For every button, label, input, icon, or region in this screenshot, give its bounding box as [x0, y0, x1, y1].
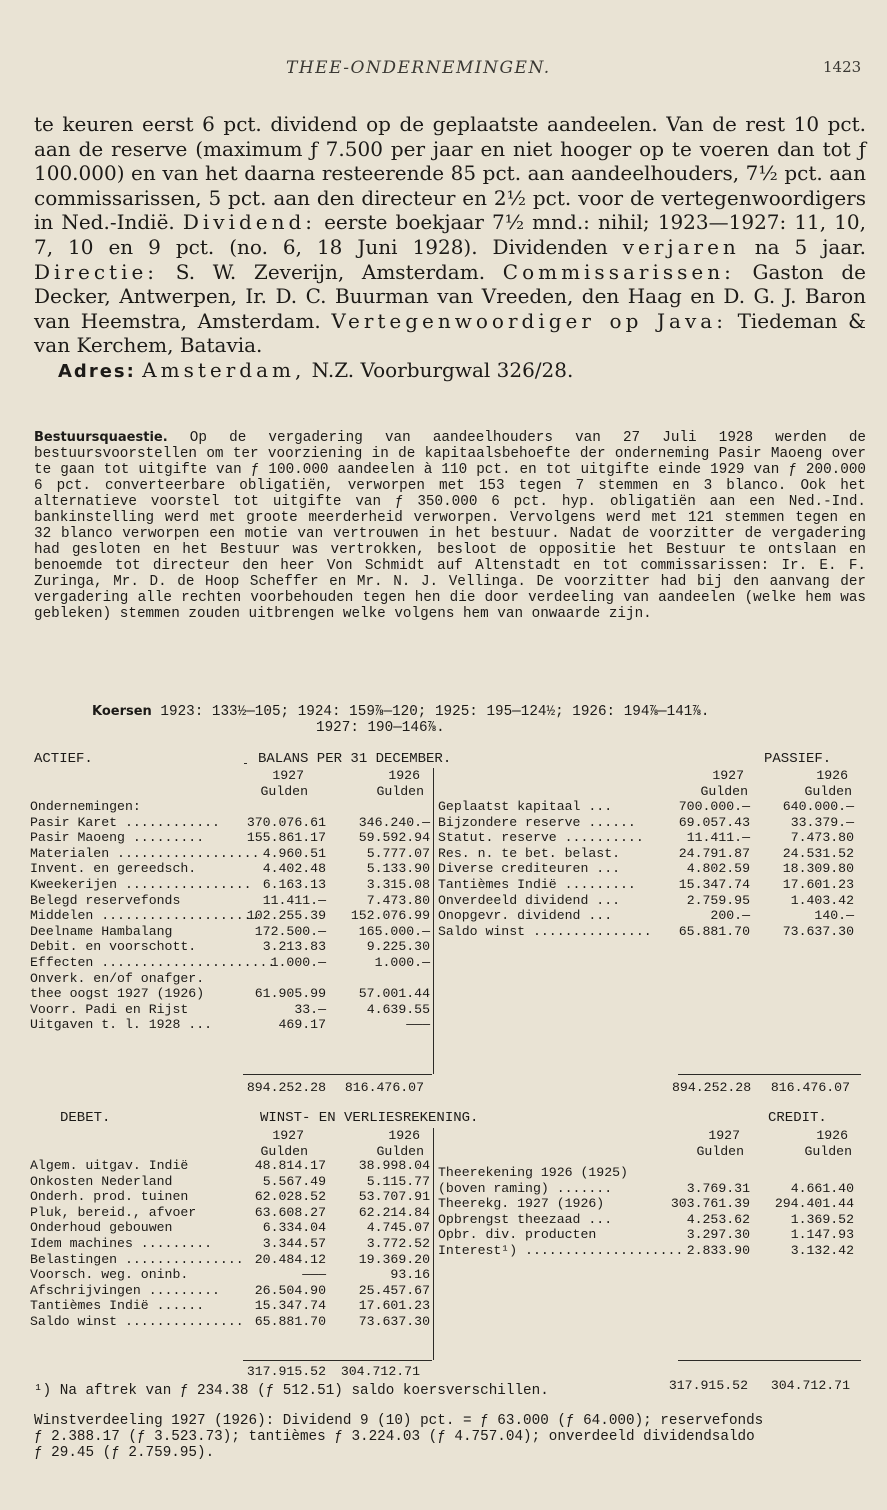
debet-row-value-1927: 65.881.70 [254, 1314, 326, 1329]
actief-row-value-1926: 57.001.44 [358, 986, 430, 1002]
debet-row-value-1926: 38.998.04 [358, 1158, 430, 1173]
passief-row-label: Diverse crediteuren ... [438, 861, 621, 877]
balans-total-1926-left: 816.476.07 [344, 1080, 424, 1095]
debet-row-value-1927: 15.347.74 [254, 1298, 326, 1314]
passief-row-value-1926: 73.637.30 [782, 923, 854, 939]
lead-text-5: Gaston de Decker, Antwerpen, Ir. D. C. Buurman van Vreeden, den Haag en D. G. J. Baron van Heemstra, Amsterdam. [34, 259, 867, 333]
credit-row-value-1927: 3.769.31 [686, 1180, 750, 1196]
balans-unit-1926-right: Gulden [804, 784, 852, 799]
actief-row-label: Materialen .................. [30, 845, 260, 861]
winst-title: WINST- EN VERLIESREKENING. [260, 1110, 479, 1126]
actief-row-value-1927: 4.960.51 [262, 845, 326, 861]
actief-row-value-1927: 11.411.— [262, 892, 326, 908]
debet-row-value-1926: 4.745.07 [366, 1220, 430, 1236]
actief-row-label: Uitgaven t. l. 1928 ... [30, 1017, 213, 1033]
credit-row-value-1927: 4.253.62 [686, 1211, 750, 1227]
balans-title: BALANS PER 31 DECEMBER. [258, 751, 452, 767]
page-number: 1423 [823, 58, 862, 76]
dividend-label: Dividend: [182, 210, 317, 235]
actief-row-value-1927: 6.163.13 [262, 877, 326, 892]
passief-row-value-1927: 11.411.— [686, 830, 750, 846]
actief-row-label: Deelname Hambalang [30, 923, 173, 939]
koersen-line-2: 1927: 190—146⅞. [316, 720, 445, 736]
winst-year-1927-left: 1927 [272, 1128, 304, 1143]
commissarissen-label: Commissarissen: [502, 259, 735, 284]
debet-row-value-1926: 62.214.84 [358, 1204, 430, 1220]
actief-row-label: Effecten ...................... [30, 955, 276, 970]
actief-row-label: Voorr. Padi en Rijst [30, 1001, 189, 1017]
winst-unit-1926-right: Gulden [804, 1144, 852, 1159]
actief-row-label: Middelen .................... [30, 908, 260, 924]
running-title: THEE-ONDERNEMINGEN. [286, 58, 551, 78]
balans-unit-1927-left: Gulden [260, 784, 308, 799]
lead-text-1: te keuren eerst 6 pct. dividend op de geplaatste aandeelen. Van de rest 10 pct. aan de reserve (maximum ƒ 7.500 per jaar en niet hooger op te voeren dan tot ƒ 100.000) en van het daarna resteerende 85 pct. aan aandeelhouders, 7½ pct. aan commissarissen, 5 pct. aan den directeur en 2½ pct. voor de vertegenwoordigers in Ned.-Indië. [34, 112, 866, 235]
koersen-values-1: 1923: 133½—105; 1924: 159⅞—120; 1925: 195—124½; 1926: 194⅞—141⅞. [160, 704, 710, 720]
actief-row-label: Kweekerijen ................ [30, 877, 252, 892]
debet-row-value-1927: 20.484.12 [254, 1251, 326, 1267]
passief-row-value-1927: 4.802.59 [686, 861, 750, 877]
winst-total-1926-right: 304.712.71 [770, 1378, 850, 1393]
debet-row-value-1926: 53.707.91 [358, 1189, 430, 1205]
passief-row-label: Res. n. te bet. belast. [438, 845, 621, 861]
credit-row-label: Opbr. div. producten [438, 1227, 597, 1243]
credit-row-value-1926: 294.401.44 [774, 1196, 854, 1212]
lead-text-4: S. W. Zeverijn, Amsterdam. [158, 259, 503, 284]
debet-row-value-1927: ——— [302, 1267, 326, 1283]
actief-row-value-1926: 59.592.94 [358, 830, 430, 846]
passief-row-label: Geplaatst kapitaal ... [438, 799, 613, 814]
winst-total-rule-left [243, 1360, 432, 1361]
actief-row-label: Onverk. en/of onafger. [30, 970, 205, 986]
debet-row-label: Voorsch. weg. oninb. [30, 1267, 189, 1283]
actief-row-value-1926: 5.133.90 [366, 861, 430, 877]
lead-text-3: na 5 jaar. [739, 234, 866, 259]
passief-row-value-1926: 140.— [814, 908, 854, 924]
credit-row-label: Interest¹) .................... [438, 1243, 684, 1258]
credit-row-value-1927: 3.297.30 [686, 1227, 750, 1243]
debet-row-label: Onkosten Nederland [30, 1173, 173, 1189]
credit-row-value-1926: 1.147.93 [790, 1227, 854, 1243]
passief-row-label: Statut. reserve .......... [438, 830, 644, 846]
actief-row-value-1927: 33.— [294, 1001, 326, 1017]
debet-row-label: Onderhoud gebouwen [30, 1220, 173, 1236]
balans-unit-1926-left: Gulden [376, 784, 424, 799]
passief-row-value-1926: 17.601.23 [782, 877, 854, 892]
debet-row-value-1926: 93.16 [390, 1267, 430, 1283]
credit-row-value-1927: 303.761.39 [670, 1196, 750, 1212]
actief-row-label: Invent. en gereedsch. [30, 861, 197, 877]
actief-row-label: Pasir Maoeng ......... [30, 830, 205, 846]
actief-row-value-1927: 3.213.83 [262, 939, 326, 955]
actief-row-value-1927: 4.402.48 [262, 861, 326, 877]
debet-row-value-1926: 17.601.23 [358, 1298, 430, 1314]
credit-row-label: (boven raming) ....... [438, 1180, 613, 1196]
passief-row-label: Saldo winst ............... [438, 923, 652, 939]
adres-label: Adres: [58, 360, 136, 382]
passief-row-value-1926: 7.473.80 [790, 830, 854, 846]
balans-total-rule-left [243, 1074, 432, 1075]
passief-row-value-1927: 200.— [710, 908, 750, 924]
winstverdeeling-line-3: ƒ 29.45 (ƒ 2.759.95). [34, 1445, 215, 1461]
actief-row-label: Debit. en voorschott. [30, 939, 197, 955]
lead-text-6: Tiedeman & van Kerchem, Batavia. [34, 308, 866, 358]
adres-street: N.Z. Voorburgwal 326/28. [305, 357, 574, 382]
actief-row-value-1926: 165.000.— [358, 923, 430, 939]
bestuursquaestie-text: Op de vergadering van aandeelhouders van 27 Juli 1928 werden de bestuursvoorstellen om ter voorziening in de kapitaalsbehoefte der onderneming Pasir Maoeng over te gaan tot uitgifte van ƒ 100.000 aandeelen à 110 pct. en tot uitgifte einde 1929 van ƒ 200.000 6 pct. converteerbare obligatiën, verworpen met 153 tegen 7 stemmen en 3 blanco. Ook het alternatieve voorstel tot uitgifte van ƒ 350.000 6 pct. hyp. obligatiën aan een Ned.-Ind. bankinstelling werd met groote meerderheid verworpen. Vervolgens werd met 121 stemmen tegen en 32 blanco verworpen een motie van vertrouwen in het bestuur. Nadat de voorzitter de vergadering had gesloten en het Bestuur was vertrokken, besloot de oppositie het Bestuur te ontslaan en benoemde tot directeur den heer Von Schmidt auf Altenstadt en tot commissarissen: Ir. E. F. Zuringa, Mr. D. de Hoop Scheffer en Mr. N. J. Vellinga. De voorzitter had bij den aanvang der vergadering alle rechten voorbehouden tegen hen die door verdeeling van aandeelen (welke hem was gebleken) stemmen zouden uitbrengen welke volgens hem van onwaarde zijn. [34, 430, 866, 622]
credit-row-label: Opbrengst theezaad ... [438, 1211, 613, 1227]
debet-row-value-1927: 3.344.57 [262, 1236, 326, 1251]
debet-row-value-1926: 19.369.20 [358, 1251, 430, 1267]
actief-row-value-1926: ——— [406, 1017, 430, 1033]
winst-year-1926-left: 1926 [388, 1128, 420, 1143]
debet-row-value-1926: 5.115.77 [366, 1173, 430, 1189]
debet-row-value-1926: 25.457.67 [358, 1282, 430, 1298]
debet-row-label: Saldo winst ............... [30, 1314, 244, 1329]
debet-row-value-1927: 48.814.17 [254, 1158, 326, 1173]
debet-row-value-1927: 5.567.49 [262, 1173, 326, 1189]
actief-row-value-1926: 7.473.80 [366, 892, 430, 908]
credit-row-value-1927: 2.833.90 [686, 1243, 750, 1258]
balans-total-1927-left: 894.252.28 [246, 1080, 326, 1095]
credit-row-label: Theerekening 1926 (1925) [438, 1165, 628, 1180]
debet-row-label: Afschrijvingen ......... [30, 1282, 220, 1298]
actief-row-value-1926: 5.777.07 [366, 845, 430, 861]
actief-row-label: thee oogst 1927 (1926) [30, 986, 205, 1002]
debet-row-value-1926: 3.772.52 [366, 1236, 430, 1251]
credit-row-value-1926: 4.661.40 [790, 1180, 854, 1196]
winst-unit-1926-left: Gulden [376, 1144, 424, 1159]
winst-total-rule-right [678, 1360, 861, 1361]
passief-row-label: Onverdeeld dividend ... [438, 892, 621, 908]
actief-row-value-1926: 152.076.99 [350, 908, 430, 924]
actief-row-value-1927: 155.861.17 [246, 830, 326, 846]
winst-total-1926-left: 304.712.71 [340, 1364, 420, 1379]
balans-total-1926-right: 816.476.07 [770, 1080, 850, 1095]
balans-unit-1927-right: Gulden [700, 784, 748, 799]
winst-unit-1927-left: Gulden [260, 1144, 308, 1159]
debet-row-label: Tantièmes Indië ...... [30, 1298, 205, 1314]
balans-total-rule-right [678, 1074, 861, 1075]
debet-row-value-1927: 6.334.04 [262, 1220, 326, 1236]
passief-row-label: Onopgevr. dividend ... [438, 908, 613, 924]
passief-row-value-1927: 24.791.87 [678, 845, 750, 861]
balans-passief-caption: PASSIEF. [764, 751, 832, 767]
debet-row-label: Algem. uitgav. Indië [30, 1158, 189, 1173]
actief-row-label: Ondernemingen: [30, 799, 141, 814]
footnote: ¹) Na aftrek van ƒ 234.38 (ƒ 512.51) saldo koersverschillen. [34, 1383, 549, 1399]
winst-year-1927-right: 1927 [708, 1128, 740, 1143]
credit-row-label: Theerekg. 1927 (1926) [438, 1196, 605, 1212]
credit-row-value-1926: 3.132.42 [790, 1243, 854, 1258]
balans-year-1927-right: 1927 [712, 768, 744, 783]
passief-row-value-1926: 24.531.52 [782, 845, 854, 861]
actief-row-value-1927: 469.17 [278, 1017, 326, 1033]
debet-row-value-1926: 73.637.30 [358, 1314, 430, 1329]
passief-row-value-1926: 33.379.— [790, 814, 854, 830]
verjaren-label: verjaren [622, 234, 740, 259]
balans-year-1926-right: 1926 [816, 768, 848, 783]
winst-year-1926-right: 1926 [816, 1128, 848, 1143]
credit-row-value-1926: 1.369.52 [790, 1211, 854, 1227]
debet-row-value-1927: 62.028.52 [254, 1189, 326, 1205]
actief-row-value-1926: 4.639.55 [366, 1001, 430, 1017]
actief-row-value-1926: 3.315.08 [366, 877, 430, 892]
koersen-label: Koersen [92, 704, 152, 719]
actief-row-value-1926: 1.000.— [374, 955, 430, 970]
passief-row-value-1927: 65.881.70 [678, 923, 750, 939]
debet-row-label: Belastingen ............... [30, 1251, 244, 1267]
bestuursquaestie-heading: Bestuursquaestie. [34, 430, 168, 445]
passief-row-value-1926: 18.309.80 [782, 861, 854, 877]
debet-row-value-1927: 63.608.27 [254, 1204, 326, 1220]
passief-row-label: Tantièmes Indië ......... [438, 877, 636, 892]
adres-city: Amsterdam, [142, 357, 306, 382]
actief-row-value-1927: 102.255.39 [246, 908, 326, 924]
actief-row-label: Pasir Karet ............ [30, 814, 220, 830]
winst-divider [433, 1128, 434, 1360]
balans-year-1926-left: 1926 [388, 768, 420, 783]
winst-credit-caption: CREDIT. [768, 1110, 827, 1126]
vertegenwoordiger-label: Vertegenwoordiger op Java: [331, 308, 727, 333]
balans-actief-caption: ACTIEF. [34, 751, 93, 767]
winst-debet-caption: DEBET. [60, 1110, 111, 1126]
actief-row-value-1927: 61.905.99 [254, 986, 326, 1002]
debet-row-label: Onderh. prod. tuinen [30, 1189, 189, 1205]
balans-divider [433, 768, 434, 1074]
balans-year-1927-left: 1927 [272, 768, 304, 783]
winstverdeeling-line-1: Winstverdeeling 1927 (1926): Dividend 9 (10) pct. = ƒ 63.000 (ƒ 64.000); reservefonds [34, 1413, 764, 1429]
actief-row-value-1927: 370.076.61 [246, 814, 326, 830]
winst-total-1927-right: 317.915.52 [668, 1378, 748, 1393]
winst-total-1927-left: 317.915.52 [246, 1364, 326, 1379]
debet-row-label: Pluk, bereid., afvoer [30, 1204, 197, 1220]
winstverdeeling-line-2: ƒ 2.388.17 (ƒ 3.523.73); tantièmes ƒ 3.224.03 (ƒ 4.757.04); onverdeeld dividendsaldo [34, 1429, 755, 1445]
balans-rule [244, 763, 247, 764]
directie-label: Directie: [34, 259, 159, 284]
passief-row-value-1927: 2.759.95 [686, 892, 750, 908]
actief-row-value-1926: 346.240.— [358, 814, 430, 830]
passief-row-value-1927: 15.347.74 [678, 877, 750, 892]
lead-text-2: eerste boekjaar 7½ mnd.: nihil; 1923—1927: 11, 10, 7, 10 en 9 pct. (no. 6, 18 Juni 1928). Dividenden [34, 210, 867, 259]
passief-row-value-1927: 700.000.— [678, 799, 750, 814]
actief-row-label: Belegd reservefonds [30, 892, 181, 908]
passief-row-value-1926: 640.000.— [782, 799, 854, 814]
debet-row-label: Idem machines ......... [30, 1236, 213, 1251]
actief-row-value-1927: 172.500.— [254, 923, 326, 939]
actief-row-value-1926: 9.225.30 [366, 939, 430, 955]
passief-row-value-1926: 1.403.42 [790, 892, 854, 908]
debet-row-value-1927: 26.504.90 [254, 1282, 326, 1298]
passief-row-label: Bijzondere reserve ...... [438, 814, 636, 830]
winst-unit-1927-right: Gulden [696, 1144, 744, 1159]
passief-row-value-1927: 69.057.43 [678, 814, 750, 830]
balans-total-1927-right: 894.252.28 [672, 1080, 752, 1095]
actief-row-value-1927: 1.000.— [270, 955, 326, 970]
